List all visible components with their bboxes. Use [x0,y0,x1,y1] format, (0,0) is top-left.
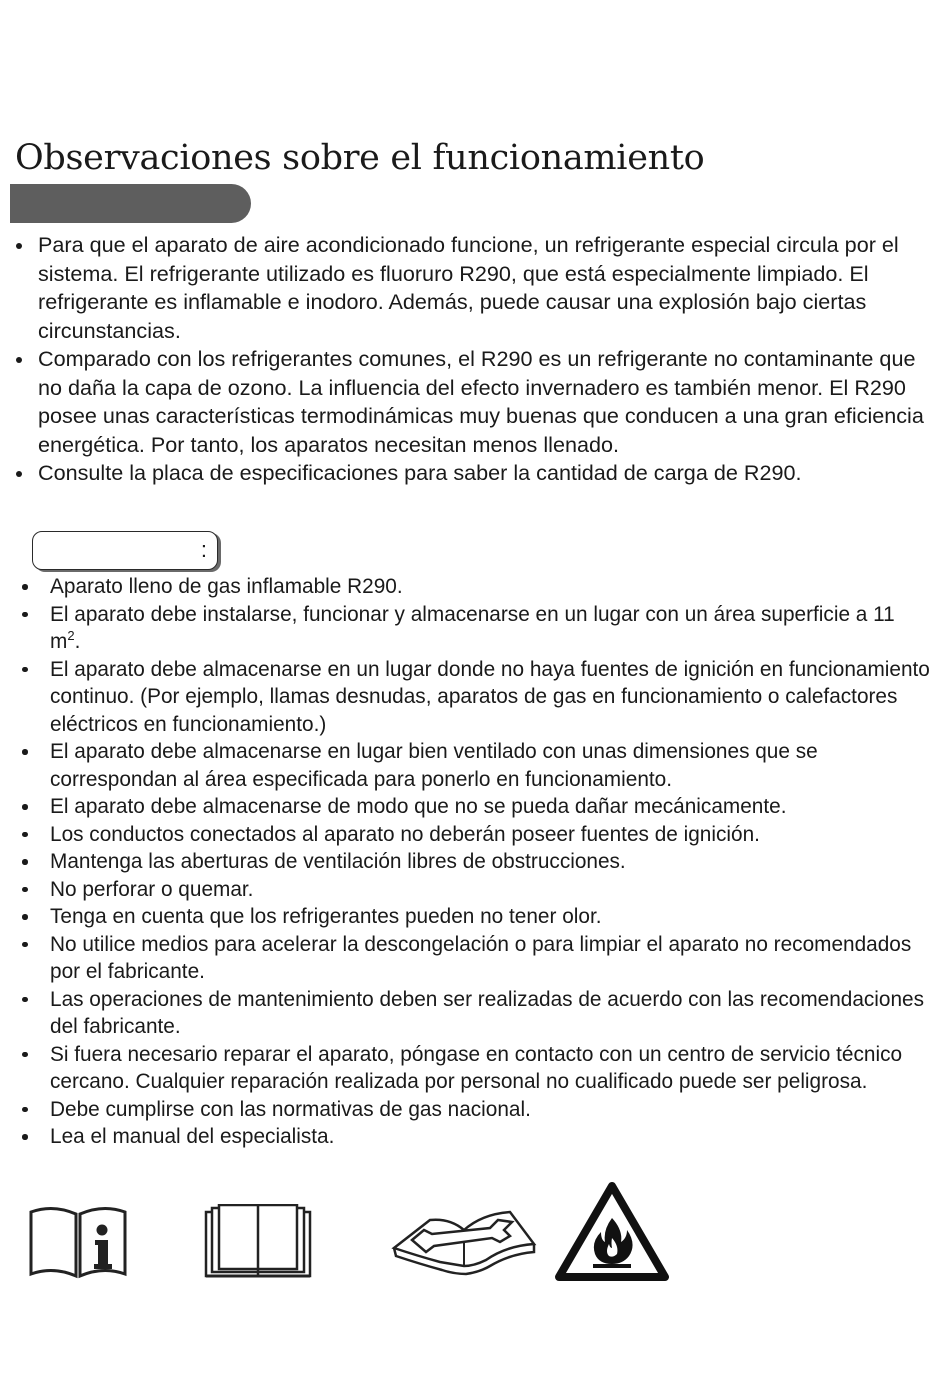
list-item: El aparato debe almacenarse de modo que no se pueda dañar mecánicamente. [50,793,930,821]
bullet [22,1052,28,1058]
warning-label-box [32,531,218,570]
list-item: El aparato debe almacenarse en lugar bien ventilado con unas dimensiones que se correspondan al área especificada para ponerlo en funcionamiento. [50,738,930,793]
bullet [22,1134,28,1140]
list-item: Consulte la placa de especificaciones para saber la cantidad de carga de R290. [38,459,938,488]
bullet [22,612,28,618]
manual-info-icon [28,1202,128,1280]
bullet [16,243,22,249]
bullet [22,749,28,755]
list-item: El aparato debe almacenarse en un lugar donde no haya fuentes de ignición en funcionamiento continuo. (Por ejemplo, llamas desnudas, aparatos de gas en funcionamiento o calefactores eléctricos en funcionamiento.) [50,656,930,739]
bullet [16,357,22,363]
list-item: Para que el aparato de aire acondicionado funcione, un refrigerante especial circula por el sistema. El refrigerante utilizado es fluoruro R290, que está especialmente limpiado. El refrigerante es inflamable e inodoro. Además, puede causar una explosión bajo ciertas circunstancias. [38,231,938,345]
flammable-warning-icon [555,1180,669,1282]
bullet [22,859,28,865]
bullet [22,804,28,810]
bullet [22,887,28,893]
intro-list [38,231,938,488]
warning-label: : [200,537,207,562]
bullet [22,584,28,590]
symbol-row [0,1180,950,1290]
list-item: No utilice medios para acelerar la descongelación o para limpiar el aparato no recomendados por el fabricante. [50,931,930,986]
bullet [22,997,28,1003]
list-item: No perforar o quemar. [50,876,930,904]
bullet [22,942,28,948]
list-item: Mantenga las aberturas de ventilación libres de obstrucciones. [50,848,930,876]
bullet [22,832,28,838]
list-item: Si fuera necesario reparar el aparato, póngase en contacto con un centro de servicio técnico cercano. Cualquier reparación realizada por personal no cualificado puede ser peligrosa. [50,1041,930,1096]
section-header-bar [10,184,251,223]
bullet [22,914,28,920]
list-item: Debe cumplirse con las normativas de gas nacional. [50,1096,930,1124]
list-item: Tenga en cuenta que los refrigerantes pueden no tener olor. [50,903,930,931]
bullet [22,667,28,673]
list-item: Los conductos conectados al aparato no deberán poseer fuentes de ignición. [50,821,930,849]
service-manual-icon [390,1200,538,1280]
list-item: Lea el manual del especialista. [50,1123,930,1151]
operator-manual-icon [203,1204,313,1279]
warnings-list [50,573,930,1151]
bullet [22,1107,28,1113]
list-item: Comparado con los refrigerantes comunes, el R290 es un refrigerante no contaminante que no daña la capa de ozono. La influencia del efecto invernadero es también menor. El R290 posee unas características termodinámicas muy buenas que conducen a una gran eficiencia energética. Por tanto, los aparatos necesitan menos llenado. [38,345,938,459]
list-item: Aparato lleno de gas inflamable R290. [50,573,930,601]
bullet [16,471,22,477]
list-item: Las operaciones de mantenimiento deben ser realizadas de acuerdo con las recomendaciones del fabricante. [50,986,930,1041]
page-title: Observaciones sobre el funcionamiento [15,138,705,178]
list-item: El aparato debe instalarse, funcionar y almacenarse en un lugar con un área superficie a 11 $m^2$. [50,601,930,656]
